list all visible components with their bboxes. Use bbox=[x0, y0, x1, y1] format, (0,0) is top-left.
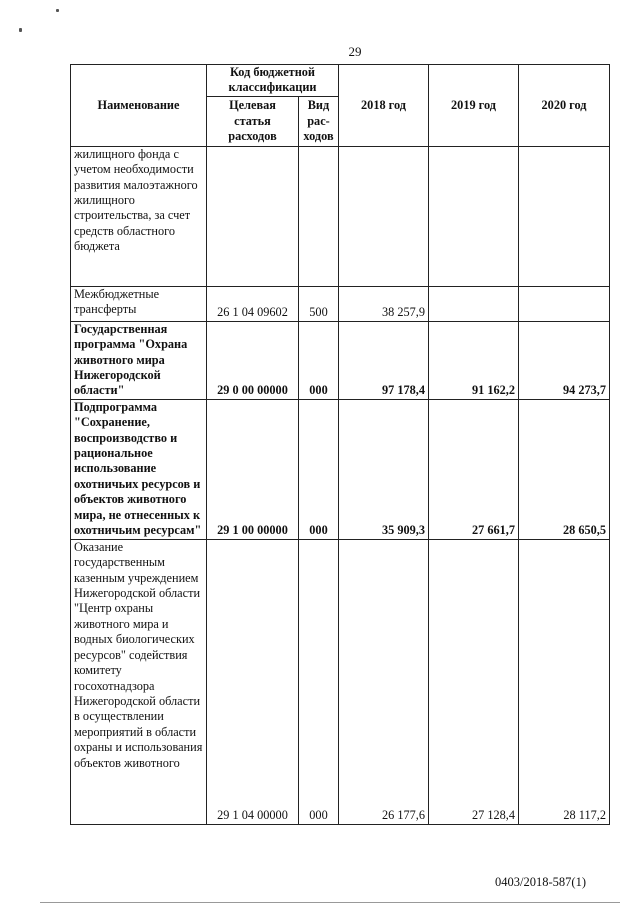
header-2020: 2020 год bbox=[519, 65, 610, 147]
row-name: Оказание государственным казенным учреждением Нижегородской области "Центр охраны животного мира и водных биологических ресурсов" содействия комитету госохотнадзора Нижегородской области в осуществлении мероприятий в области охраны и использования объектов животного bbox=[71, 539, 207, 824]
row-2019 bbox=[429, 286, 519, 321]
row-name: Межбюджетные трансферты bbox=[71, 286, 207, 321]
header-2018: 2018 год bbox=[339, 65, 429, 147]
row-2020: 28 650,5 bbox=[519, 399, 610, 539]
budget-table bbox=[70, 64, 610, 825]
row-type: 000 bbox=[299, 321, 339, 399]
row-2018 bbox=[339, 146, 429, 286]
header-row bbox=[71, 65, 610, 97]
scan-edge-line bbox=[40, 902, 620, 903]
table-row bbox=[71, 321, 610, 399]
document-code: 0403/2018-587(1) bbox=[495, 875, 586, 889]
row-2020: 94 273,7 bbox=[519, 321, 610, 399]
row-type bbox=[299, 146, 339, 286]
row-2020 bbox=[519, 146, 610, 286]
row-type: 000 bbox=[299, 539, 339, 824]
header-name: Наименование bbox=[71, 65, 207, 147]
row-2018: 35 909,3 bbox=[339, 399, 429, 539]
row-name: Подпрограмма "Сохранение, воспроизводство и рациональное использование охотничьих ресурсов и объектов животного мира, не отнесенных к охотничьим ресурсам" bbox=[71, 399, 207, 539]
row-2018: 38 257,9 bbox=[339, 286, 429, 321]
row-code: 29 0 00 00000 bbox=[207, 321, 299, 399]
table-row bbox=[71, 146, 610, 286]
row-name: Государственная программа "Охрана животного мира Нижегородской области" bbox=[71, 321, 207, 399]
header-budget-code: Код бюджетной классификации bbox=[207, 65, 339, 97]
row-type: 000 bbox=[299, 399, 339, 539]
header-2019: 2019 год bbox=[429, 65, 519, 147]
row-2019: 27 128,4 bbox=[429, 539, 519, 824]
header-expense-type: Вид рас-ходов bbox=[299, 96, 339, 146]
scan-speck bbox=[19, 28, 22, 32]
table-row bbox=[71, 399, 610, 539]
table-row bbox=[71, 286, 610, 321]
row-code: 29 1 00 00000 bbox=[207, 399, 299, 539]
row-2018: 26 177,6 bbox=[339, 539, 429, 824]
row-2019 bbox=[429, 146, 519, 286]
row-type: 500 bbox=[299, 286, 339, 321]
row-2020 bbox=[519, 286, 610, 321]
table-row bbox=[71, 539, 610, 824]
scan-speck bbox=[56, 9, 59, 12]
row-2018: 97 178,4 bbox=[339, 321, 429, 399]
header-target-item: Целевая статья расходов bbox=[207, 96, 299, 146]
row-name: жилищного фонда с учетом необходимости развития малоэтажного жилищного строительства, за счет средств областного бюджета bbox=[71, 146, 207, 286]
row-code bbox=[207, 146, 299, 286]
row-2019: 91 162,2 bbox=[429, 321, 519, 399]
row-code: 29 1 04 00000 bbox=[207, 539, 299, 824]
page-number: 29 bbox=[348, 44, 362, 59]
row-2019: 27 661,7 bbox=[429, 399, 519, 539]
row-2020: 28 117,2 bbox=[519, 539, 610, 824]
row-code: 26 1 04 09602 bbox=[207, 286, 299, 321]
